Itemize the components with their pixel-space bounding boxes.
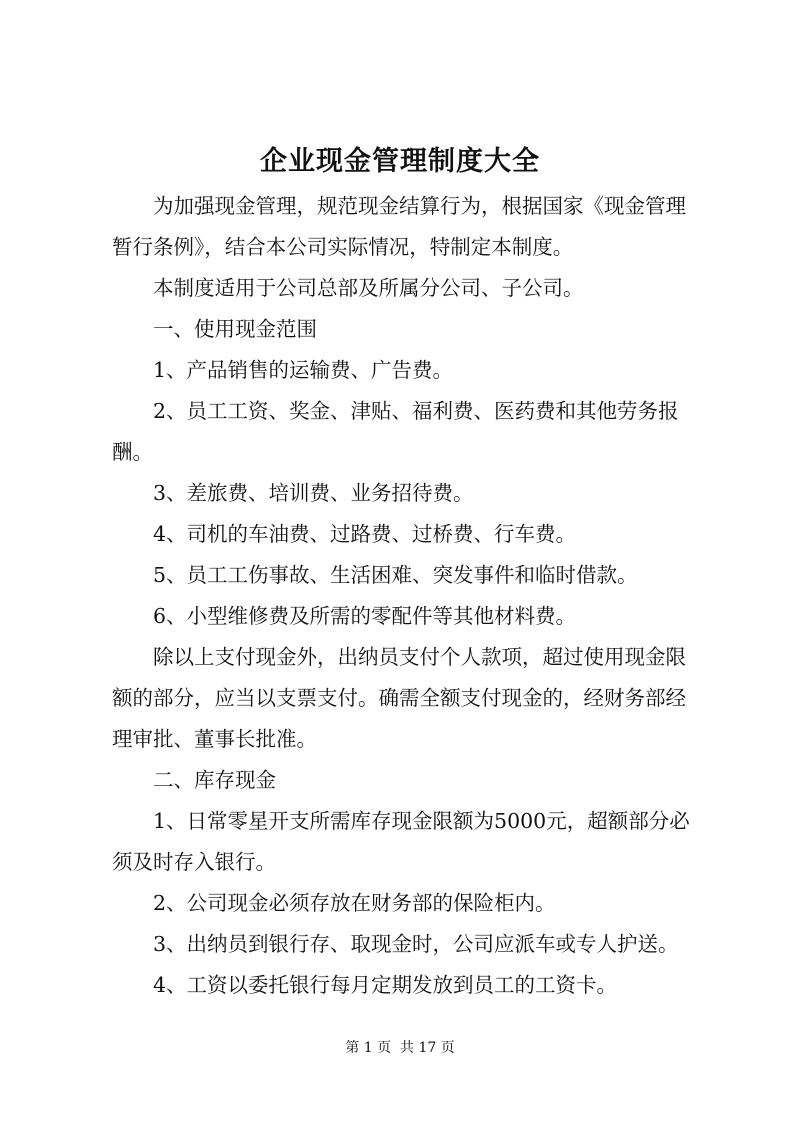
paragraph-payment-limit: 除以上支付现金外，出纳员支付个人款项，超过使用现金限额的部分，应当以支票支付。确需全额支付现金的，经财务部经理审批、董事长批准。: [112, 645, 686, 751]
section-heading-cash-on-hand: 二、库存现金: [153, 768, 276, 792]
list-item-2: 2、员工工资、奖金、津贴、福利费、医药费和其他劳务报酬。: [112, 399, 679, 464]
list-item-1: 1、产品销售的运输费、广告费。: [153, 358, 454, 382]
list-item-safe-storage: 2、公司现金必须存放在财务部的保险柜内。: [153, 891, 556, 915]
list-item-salary-card: 4、工资以委托银行每月定期发放到员工的工资卡。: [153, 973, 618, 997]
list-item-4: 4、司机的车油费、过路费、过桥费、行车费。: [153, 522, 577, 546]
document-title: 企业现金管理制度大全: [260, 146, 540, 177]
list-item-3: 3、差旅费、培训费、业务招待费。: [153, 481, 474, 505]
paragraph-intro: 为加强现金管理，规范现金结算行为，根据国家《现金管理暂行条例》，结合本公司实际情况，特制定本制度。: [112, 194, 686, 259]
document-body: [112, 186, 702, 1006]
paragraph-scope: 本制度适用于公司总部及所属分公司、子公司。: [153, 276, 584, 300]
list-item-cash-limit: 1、日常零星开支所需库存现金限额为5000元，超额部分必须及时存入银行。: [112, 809, 690, 874]
section-heading-cash-usage: 一、使用现金范围: [153, 317, 317, 341]
list-item-6: 6、小型维修费及所需的零配件等其他材料费。: [153, 604, 577, 628]
list-item-5: 5、员工工伤事故、生活困难、突发事件和临时借款。: [153, 563, 638, 587]
page-footer: [0, 1038, 800, 1058]
page-number-label: 第 1 页 共 17 页: [345, 1040, 455, 1056]
list-item-bank-escort: 3、出纳员到银行存、取现金时，公司应派车或专人护送。: [153, 932, 679, 956]
